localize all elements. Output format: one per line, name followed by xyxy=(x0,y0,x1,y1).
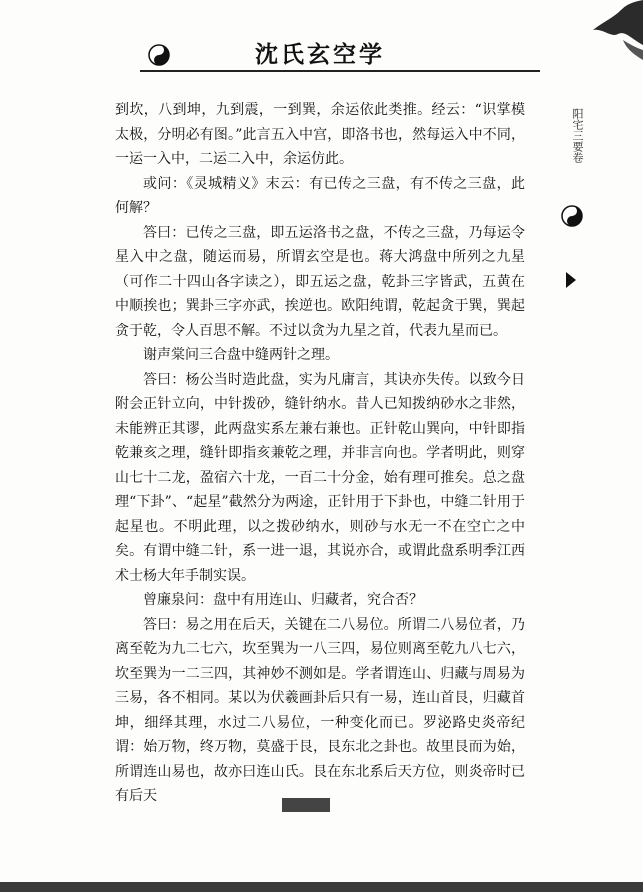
paragraph-4: 谢声棠问三合盘中缝两针之理。 xyxy=(143,347,339,363)
bottom-scan-band xyxy=(0,882,643,892)
paragraph-5: 答曰：杨公当时造此盘，实为凡庸言，其诀亦失传。以致今日附会正针立向，中针拨砂，缝针纳水。昔人已知拨纳砂水之非然，未能辨正其谬，此两盘实系左兼右兼也。正针乾山巽向，中针即指乾兼亥之理，缝针即指亥兼乾之理，并非言向也。学者明此，则穿山七十二龙，盈宿六十龙，一百二十分金，始有理可推矣。总之盘理“下卦”、“起星”截然分为两途，正针用于下卦也，中缝二针用于起星也。不明此理，以之拨砂纳水，则砂与水无一不在空亡之中矣。有谓中缝二针，系一进一退，其说亦合，或谓此盘系明季江西术士杨大年手制实误。 xyxy=(115,371,525,584)
side-tab-text: 阳宅三要卷 xyxy=(571,108,584,163)
page-number-bar xyxy=(282,798,330,812)
running-header-title: 沈氏玄空学 xyxy=(255,41,385,68)
side-tab-label xyxy=(566,108,584,163)
paragraph-6: 曾廉泉问：盘中有用连山、归藏者，究合否？ xyxy=(143,592,423,608)
paragraph-2: 或问：《灵城精义》末云：有已传之三盘，有不传之三盘，此何解？ xyxy=(115,175,525,216)
corner-ink-decoration xyxy=(563,0,643,70)
paragraph-3: 答曰：已传之三盘，即五运洛书之盘，不传之三盘，乃每运令星入中之盘，随运而易，所谓玄空是也。蒋大鸿盘中所列之九星（可作二十四山各字读之），即五运之盘，乾卦三字皆武，五黄在中顺挨也；巽卦三字亦武，挨逆也。欧阳纯谓，乾起贪于巽，巽起贪于乾，令人百思不解。不过以贪为九星之首，代表九星而已。 xyxy=(115,224,525,339)
paragraph-1: 到坎，八到坤，九到震，一到巽，余运依此类推。经云：“识掌模太极，分明必有图。”此言五入中宫，即洛书也，然每运入中不同，一运一入中，二运二入中，余运仿此。 xyxy=(115,102,525,167)
header-divider xyxy=(140,70,540,72)
paragraph-7: 答曰：易之用在后天，关键在二八易位。所谓二八易位者，乃离至乾为九二七六，坎至巽为一八三四，易位则离至乾九八七六，坎至巽为一二三四，其神妙不测如是。学者谓连山、归藏与周易为三易，各不相同。某以为伏羲画卦后只有一易，连山首艮，归藏首坤，细绎其理，水过二八易位，一种变化而已。罗泌路史炎帝纪谓：始万物，终万物，莫盛于艮，艮东北之卦也。故里艮而为始，所谓连山易也，故亦曰连山氏。艮在东北系后天方位，则炎帝时已有后天 xyxy=(115,616,525,804)
triangle-right-icon xyxy=(566,272,576,288)
yin-yang-icon xyxy=(148,44,170,66)
body-text xyxy=(115,98,525,809)
yin-yang-icon xyxy=(561,205,583,227)
